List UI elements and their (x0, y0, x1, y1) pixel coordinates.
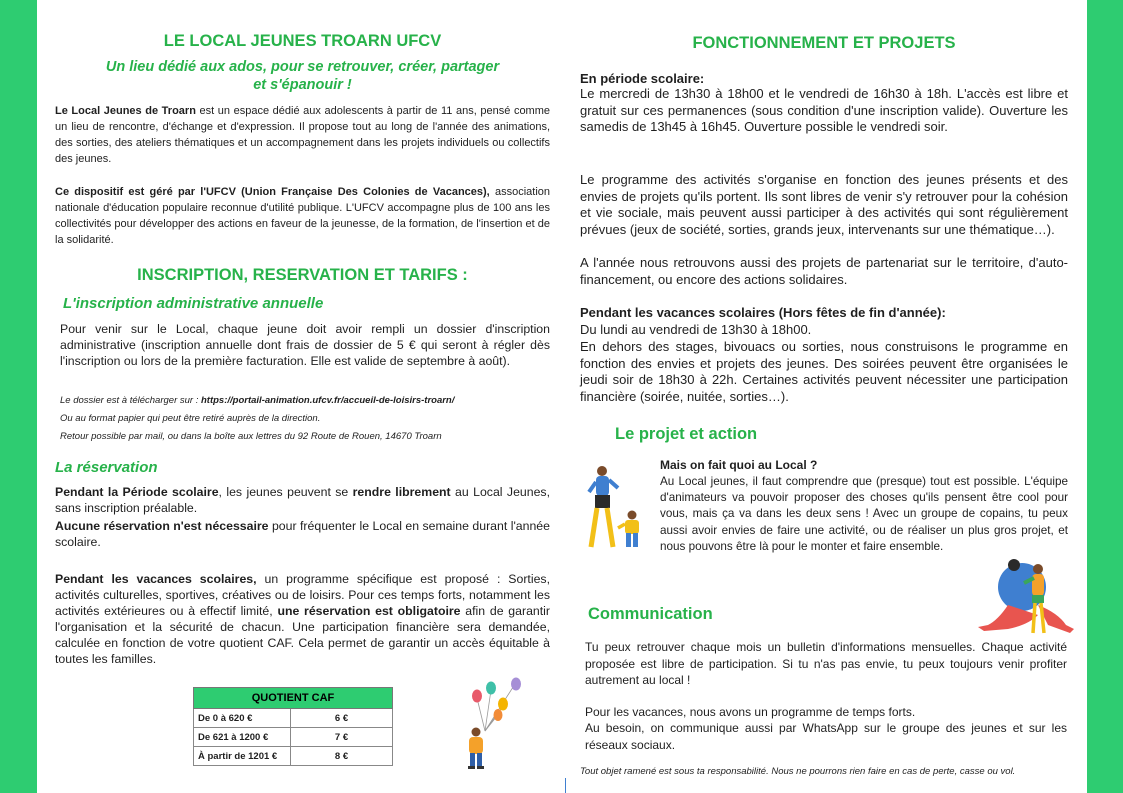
fonctionnement-title: FONCTIONNEMENT ET PROJETS (692, 34, 956, 52)
left-green-border (0, 0, 37, 793)
partenariat-paragraph: A l'année nous retrouvons aussi des projets de partenariat sur le territoire, d'auto-financement, ou encore des actions solidaires. (580, 255, 1068, 287)
inscription-subtitle: L'inscription administrative annuelle (63, 295, 324, 312)
download-link[interactable]: https://portail-animation.ufcv.fr/accueil-de-loisirs-troarn/ (201, 395, 455, 406)
paper-note: Ou au format papier qui peut être retiré auprès de la direction. (60, 413, 321, 424)
res2-bold: Aucune réservation n'est nécessaire (55, 519, 269, 533)
page-title: LE LOCAL JEUNES TROARN UFCV (163, 32, 442, 50)
right-green-border (1087, 0, 1123, 793)
subtitle-line: et s'épanouir ! (253, 77, 352, 93)
responsibility-footer: Tout objet ramené est sous ta responsabilité. Nous ne pourrons rien faire en cas de perte, casse ou vol. (580, 766, 1016, 777)
projet-paragraph: Au Local jeunes, il faut comprendre que (presque) tout est possible. L'équipe d'animateurs va pouvoir proposer des choses qu'ils pensent être cool pour vous, mais ça va dans les deux sens ! Avec un groupe de copains, tu peux aussi avoir envies de faire une activité, ou de réaliser un plus gros projet, et nous pouvons être là pour le monter et faire ensemble. (660, 475, 1068, 553)
table-header: QUOTIENT CAF (194, 688, 393, 709)
inscription-paragraph: Pour venir sur le Local, chaque jeune doit avoir rempli un dossier d'inscription administrative (inscription annuelle dont frais de dossier de 5 € qui seront à régler dès l'inscription ou lors de la première facturation. Elle est valide de septembre à août). (60, 322, 550, 368)
range-cell: À partir de 1201 € (194, 747, 291, 766)
res3-text-end: afin de garantir l'organisation et la sécurité de chacun. Une participation financière sera demandée, calculée en fonction de votre quotient CAF. Cela permet de garantir un accès équitable à toutes les familles. (55, 604, 550, 666)
kids-illustration (585, 462, 655, 552)
inscription-title: INSCRIPTION, RESERVATION ET TARIFS : (137, 266, 468, 284)
intro-bold: Le Local Jeunes de Troarn (55, 105, 196, 117)
projet-title: Le projet et action (615, 425, 758, 443)
table-row (194, 728, 393, 747)
download-prefix: Le dossier est à télécharger sur : (60, 395, 201, 406)
projet-question: Mais on fait quoi au Local ? (660, 458, 818, 472)
table-header-row (194, 688, 393, 709)
reservation-paragraph-3 (55, 571, 550, 667)
page-subtitle (55, 58, 550, 94)
communication-paragraph-3: Au besoin, on communique aussi par WhatsApp sur le groupe des jeunes et sur les réseaux sociaux. (585, 721, 1067, 752)
res3-text: un programme spécifique est proposé : Sorties, activités culturelles, sportives, créatives ou de loisirs. Pour ces temps forts, notamment les activités extérieures ou à effectif limité, (55, 572, 550, 618)
res1-text: , les jeunes peuvent se (218, 485, 353, 499)
price-cell: 7 € (291, 728, 393, 747)
communication-paragraph-1: Tu peux retrouver chaque mois un bulletin d'informations mensuelles. Chaque activité proposée est libre de participation. Si tu n'as pas envie, tu peux toujours venir profiter autrement au local ! (585, 640, 1067, 687)
vacances-paragraph: En dehors des stages, bivouacs ou sorties, nous construisons le programme en fonction des envies et projets des jeunes. Des soirées peuvent être organisées le jeudi soir de 18h30 à 22h. Certaines activités peuvent nécessiter une participation financière (soirée, nuitée, sorties…). (580, 339, 1068, 404)
price-cell: 6 € (291, 709, 393, 728)
intro-paragraph (55, 103, 550, 167)
vacances-label: Pendant les vacances scolaires (Hors fêtes de fin d'année): (580, 305, 946, 320)
res1-bold: Pendant la Période scolaire (55, 485, 219, 499)
intro-text: est un espace dédié aux adolescents à partir de 11 ans, pensé comme un lieu de rencontre, d'échange et d'expression. Il propose tout au long de l'année des animations, des sorties, des ateliers thématiques et un accompagnement dans les projets individuels ou collectifs des jeunes. (55, 105, 550, 165)
range-cell: De 621 à 1200 € (194, 728, 291, 747)
download-note (60, 392, 550, 410)
ufcv-paragraph (55, 184, 550, 248)
res1-text-end: au Local Jeunes, sans inscription préalable. (55, 485, 550, 515)
communication-paragraph-2: Pour les vacances, nous avons un programme de temps forts. (585, 705, 916, 719)
range-cell: De 0 à 620 € (194, 709, 291, 728)
vacances-hours: Du lundi au vendredi de 13h30 à 18h00. (580, 322, 812, 337)
ufcv-bold: Ce dispositif est géré par l'UFCV (Union Française Des Colonies de Vacances), (55, 186, 490, 198)
price-cell: 8 € (291, 747, 393, 766)
column-divider-mark (565, 778, 566, 793)
balloon-kid-illustration (455, 676, 533, 776)
hug-illustration (978, 555, 1078, 637)
table-row (194, 747, 393, 766)
ufcv-text: association nationale d'éducation populaire reconnue d'utilité publique. L'UFCV accompagne plus de 100 ans les collectivités pour développer des actions en faveur de la jeunesse, de la formation, de l'insertion et de la solidarité. (55, 186, 550, 246)
communication-title: Communication (588, 605, 713, 623)
quotient-caf-table (193, 687, 393, 766)
reservation-paragraph-2 (55, 518, 550, 550)
periode-scolaire-text: Le mercredi de 13h30 à 18h00 et le vendredi de 16h30 à 18h. L'accès est libre et gratuit sur ces permanences (sous condition d'une inscription valide). Ouverture les samedis de 13h45 à 16h45. Ouverture possible le vendredi soir. (580, 86, 1068, 134)
res3-bold: Pendant les vacances scolaires, (55, 572, 257, 586)
reservation-subtitle: La réservation (55, 459, 158, 476)
res3-bold-2: une réservation est obligatoire (277, 604, 461, 618)
res1-bold-2: rendre librement (352, 485, 451, 499)
res2-text: pour fréquenter le Local en semaine durant l'année scolaire. (55, 519, 550, 549)
reservation-paragraph-1 (55, 484, 550, 516)
periode-scolaire-label: En période scolaire: (580, 71, 705, 86)
subtitle-line: Un lieu dédié aux ados, pour se retrouver, créer, partager (105, 59, 500, 75)
table-row (194, 709, 393, 728)
inscription-notes (60, 392, 550, 446)
return-note: Retour possible par mail, ou dans la boîte aux lettres du 92 Route de Rouen, 14670 Troarn (60, 431, 442, 442)
programme-paragraph: Le programme des activités s'organise en fonction des jeunes présents et des envies de projets qu'ils portent. Ils sont libres de venir s'y retrouver pour la cohésion et vie sociale, mais peuvent aussi participer à des activités qui sont régulièrement prévues (jeux de société, sorties, grands jeux, intervenants sur une thématique…). (580, 172, 1068, 237)
